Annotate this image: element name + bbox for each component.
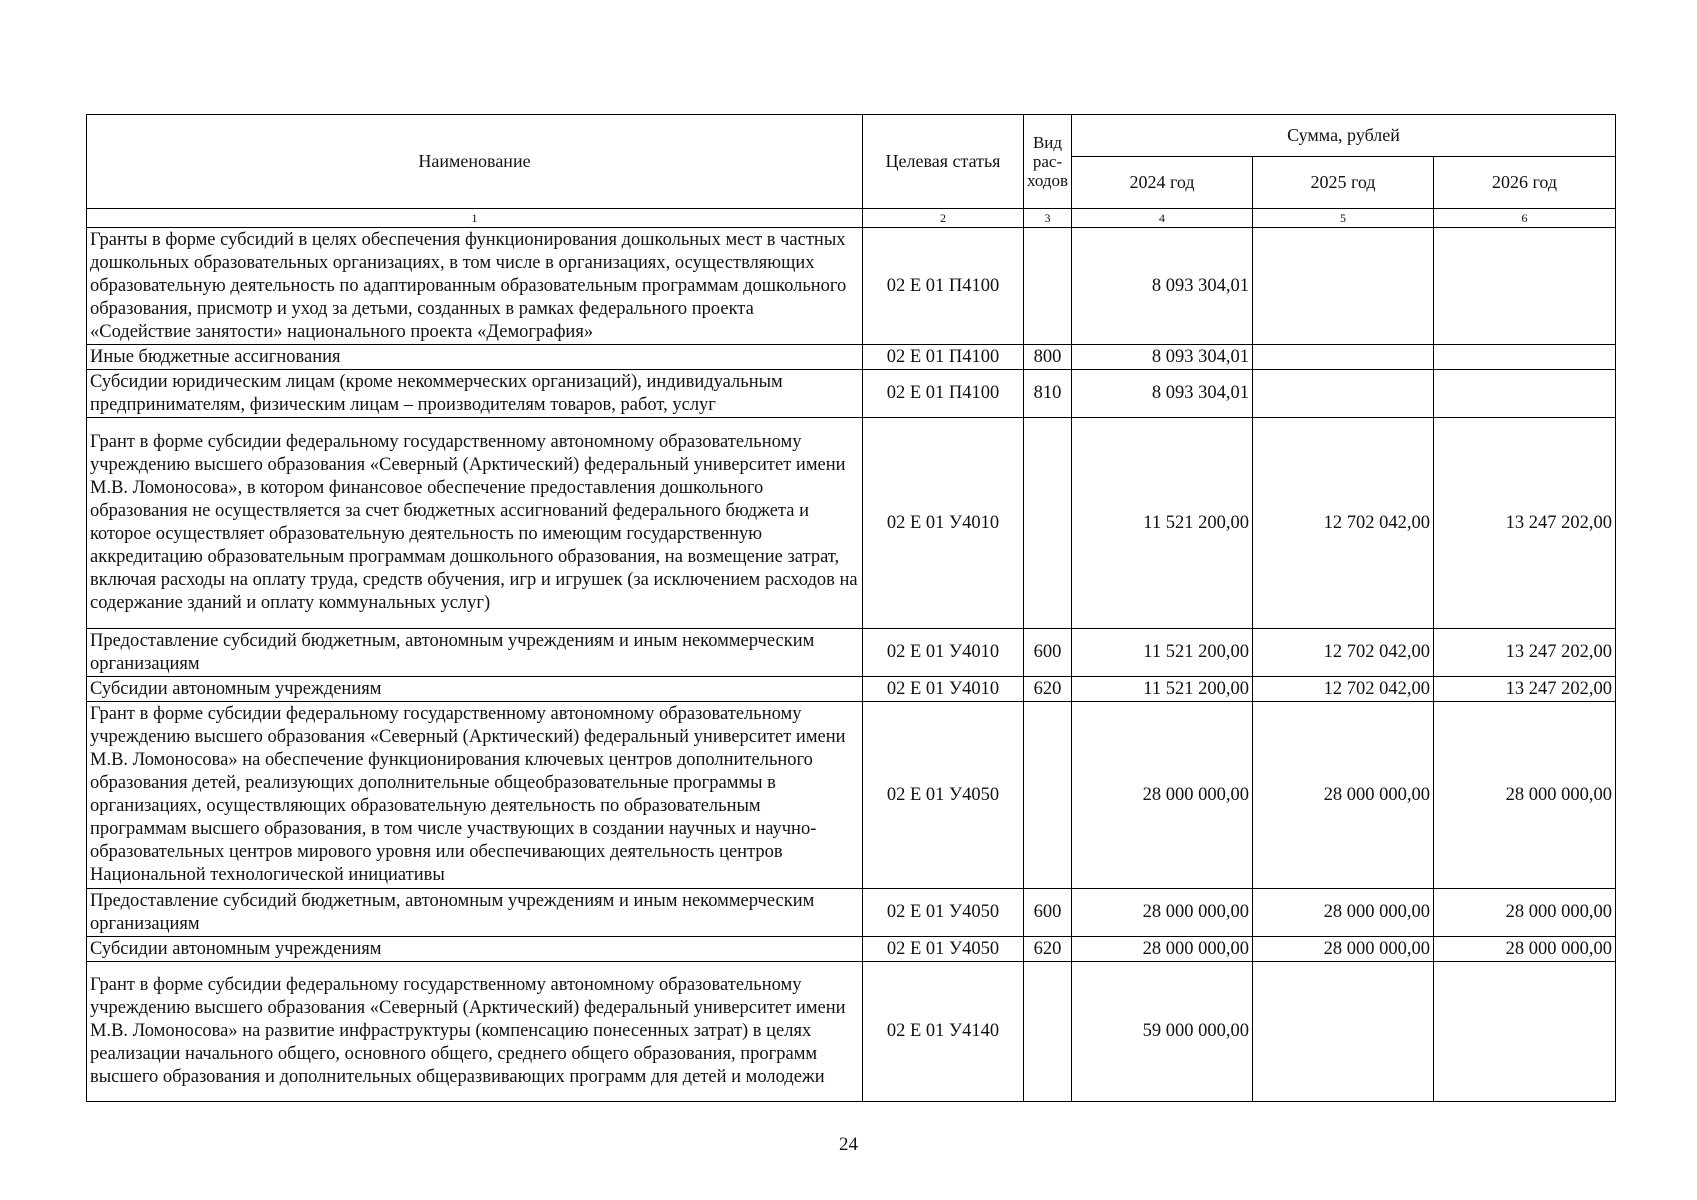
row-expense-type <box>1024 418 1072 629</box>
table-row <box>87 629 1616 677</box>
row-target-code: 02 Е 01 П4100 <box>863 370 1024 418</box>
row-name: Субсидии юридическим лицам (кроме некоммерческих организаций), индивидуальным предпринимателям, физическим лицам – производителям товаров, работ, услуг <box>87 370 863 418</box>
row-amount-2026 <box>1434 345 1616 370</box>
row-target-code: 02 Е 01 У4050 <box>863 702 1024 889</box>
row-expense-type: 620 <box>1024 937 1072 962</box>
table-row <box>87 345 1616 370</box>
row-amount-2024: 59 000 000,00 <box>1072 962 1253 1102</box>
row-amount-2024: 8 093 304,01 <box>1072 345 1253 370</box>
column-number: 2 <box>863 209 1024 228</box>
row-expense-type: 620 <box>1024 677 1072 702</box>
row-amount-2026: 13 247 202,00 <box>1434 418 1616 629</box>
row-expense-type: 600 <box>1024 889 1072 937</box>
header-year-2024: 2024 год <box>1072 157 1253 209</box>
column-number: 5 <box>1253 209 1434 228</box>
row-name: Грант в форме субсидии федеральному государственному автономному образовательному учреждению высшего образования «Северный (Арктический) федеральный университет имени М.В. Ломоносова» на развитие инфраструктуры (компенсацию понесенных затрат) в целях реализации начального общего, основного общего, среднего общего образования, программ высшего образования и дополнительных общеразвивающих программ для детей и молодежи <box>87 962 863 1102</box>
row-name: Субсидии автономным учреждениям <box>87 677 863 702</box>
row-amount-2026: 28 000 000,00 <box>1434 702 1616 889</box>
row-amount-2026: 13 247 202,00 <box>1434 629 1616 677</box>
row-amount-2024: 28 000 000,00 <box>1072 702 1253 889</box>
row-amount-2024: 28 000 000,00 <box>1072 889 1253 937</box>
row-expense-type: 600 <box>1024 629 1072 677</box>
header-target-article: Целевая статья <box>863 115 1024 209</box>
page-number: 24 <box>839 1134 858 1155</box>
row-target-code: 02 Е 01 У4010 <box>863 418 1024 629</box>
row-amount-2025 <box>1253 345 1434 370</box>
column-number: 4 <box>1072 209 1253 228</box>
row-expense-type <box>1024 962 1072 1102</box>
header-name: Наименование <box>87 115 863 209</box>
row-expense-type <box>1024 702 1072 889</box>
row-target-code: 02 Е 01 У4050 <box>863 889 1024 937</box>
header-sum: Сумма, рублей <box>1072 115 1616 157</box>
table-row <box>87 677 1616 702</box>
row-name: Предоставление субсидий бюджетным, автономным учреждениям и иным некоммерческим организациям <box>87 629 863 677</box>
header-expense-type: Вид рас-ходов <box>1024 115 1072 209</box>
row-target-code: 02 Е 01 П4100 <box>863 345 1024 370</box>
row-target-code: 02 Е 01 П4100 <box>863 228 1024 345</box>
row-expense-type <box>1024 228 1072 345</box>
header-year-2025: 2025 год <box>1253 157 1434 209</box>
table-body <box>87 228 1616 1102</box>
row-expense-type: 810 <box>1024 370 1072 418</box>
row-amount-2026: 28 000 000,00 <box>1434 937 1616 962</box>
row-amount-2025 <box>1253 228 1434 345</box>
row-amount-2024: 11 521 200,00 <box>1072 677 1253 702</box>
row-amount-2025: 12 702 042,00 <box>1253 677 1434 702</box>
row-amount-2025: 12 702 042,00 <box>1253 629 1434 677</box>
table-row <box>87 228 1616 345</box>
row-amount-2026 <box>1434 962 1616 1102</box>
column-number: 3 <box>1024 209 1072 228</box>
row-amount-2025 <box>1253 962 1434 1102</box>
row-target-code: 02 Е 01 У4140 <box>863 962 1024 1102</box>
table-row <box>87 889 1616 937</box>
row-amount-2025: 12 702 042,00 <box>1253 418 1434 629</box>
column-number: 1 <box>87 209 863 228</box>
row-name: Грант в форме субсидии федеральному государственному автономному образовательному учреждению высшего образования «Северный (Арктический) федеральный университет имени М.В. Ломоносова», в котором финансовое обеспечение предоставления дошкольного образования не осуществляется за счет бюджетных ассигнований федерального бюджета и которое осуществляет образовательную деятельность по имеющим государственную аккредитацию образовательным программам дошкольного образования, на возмещение затрат, включая расходы на оплату труда, средств обучения, игр и игрушек (за исключением расходов на содержание зданий и оплату коммунальных услуг) <box>87 418 863 629</box>
row-name: Грант в форме субсидии федеральному государственному автономному образовательному учреждению высшего образования «Северный (Арктический) федеральный университет имени М.В. Ломоносова» на обеспечение функционирования ключевых центров дополнительного образования детей, реализующих дополнительные общеобразовательные программы в организациях, осуществляющих образовательную деятельность по образовательным программам высшего образования, в том числе участвующих в создании научных и научно-образовательных центров мирового уровня или обеспечивающих деятельность центров Национальной технологической инициативы <box>87 702 863 889</box>
row-target-code: 02 Е 01 У4050 <box>863 937 1024 962</box>
row-name: Иные бюджетные ассигнования <box>87 345 863 370</box>
row-amount-2024: 28 000 000,00 <box>1072 937 1253 962</box>
row-name: Субсидии автономным учреждениям <box>87 937 863 962</box>
row-amount-2024: 8 093 304,01 <box>1072 370 1253 418</box>
row-expense-type: 800 <box>1024 345 1072 370</box>
table-row <box>87 418 1616 629</box>
table-row <box>87 370 1616 418</box>
table-row <box>87 937 1616 962</box>
row-amount-2026: 13 247 202,00 <box>1434 677 1616 702</box>
row-amount-2026 <box>1434 228 1616 345</box>
column-number: 6 <box>1434 209 1616 228</box>
row-amount-2026: 28 000 000,00 <box>1434 889 1616 937</box>
row-name: Предоставление субсидий бюджетным, автономным учреждениям и иным некоммерческим организациям <box>87 889 863 937</box>
row-amount-2024: 11 521 200,00 <box>1072 418 1253 629</box>
row-amount-2024: 8 093 304,01 <box>1072 228 1253 345</box>
table-row <box>87 962 1616 1102</box>
column-number-row <box>87 209 1616 228</box>
row-target-code: 02 Е 01 У4010 <box>863 677 1024 702</box>
row-amount-2026 <box>1434 370 1616 418</box>
row-amount-2025 <box>1253 370 1434 418</box>
row-amount-2025: 28 000 000,00 <box>1253 889 1434 937</box>
row-name: Гранты в форме субсидий в целях обеспечения функционирования дошкольных мест в частных дошкольных образовательных организациях, в том числе в организациях, осуществляющих образовательную деятельность по адаптированным образовательным программам дошкольного образования, присмотр и уход за детьми, созданных в рамках федерального проекта «Содействие занятости» национального проекта «Демография» <box>87 228 863 345</box>
budget-table <box>86 114 1616 1102</box>
header-year-2026: 2026 год <box>1434 157 1616 209</box>
row-amount-2025: 28 000 000,00 <box>1253 937 1434 962</box>
row-amount-2025: 28 000 000,00 <box>1253 702 1434 889</box>
row-amount-2024: 11 521 200,00 <box>1072 629 1253 677</box>
table-row <box>87 702 1616 889</box>
row-target-code: 02 Е 01 У4010 <box>863 629 1024 677</box>
